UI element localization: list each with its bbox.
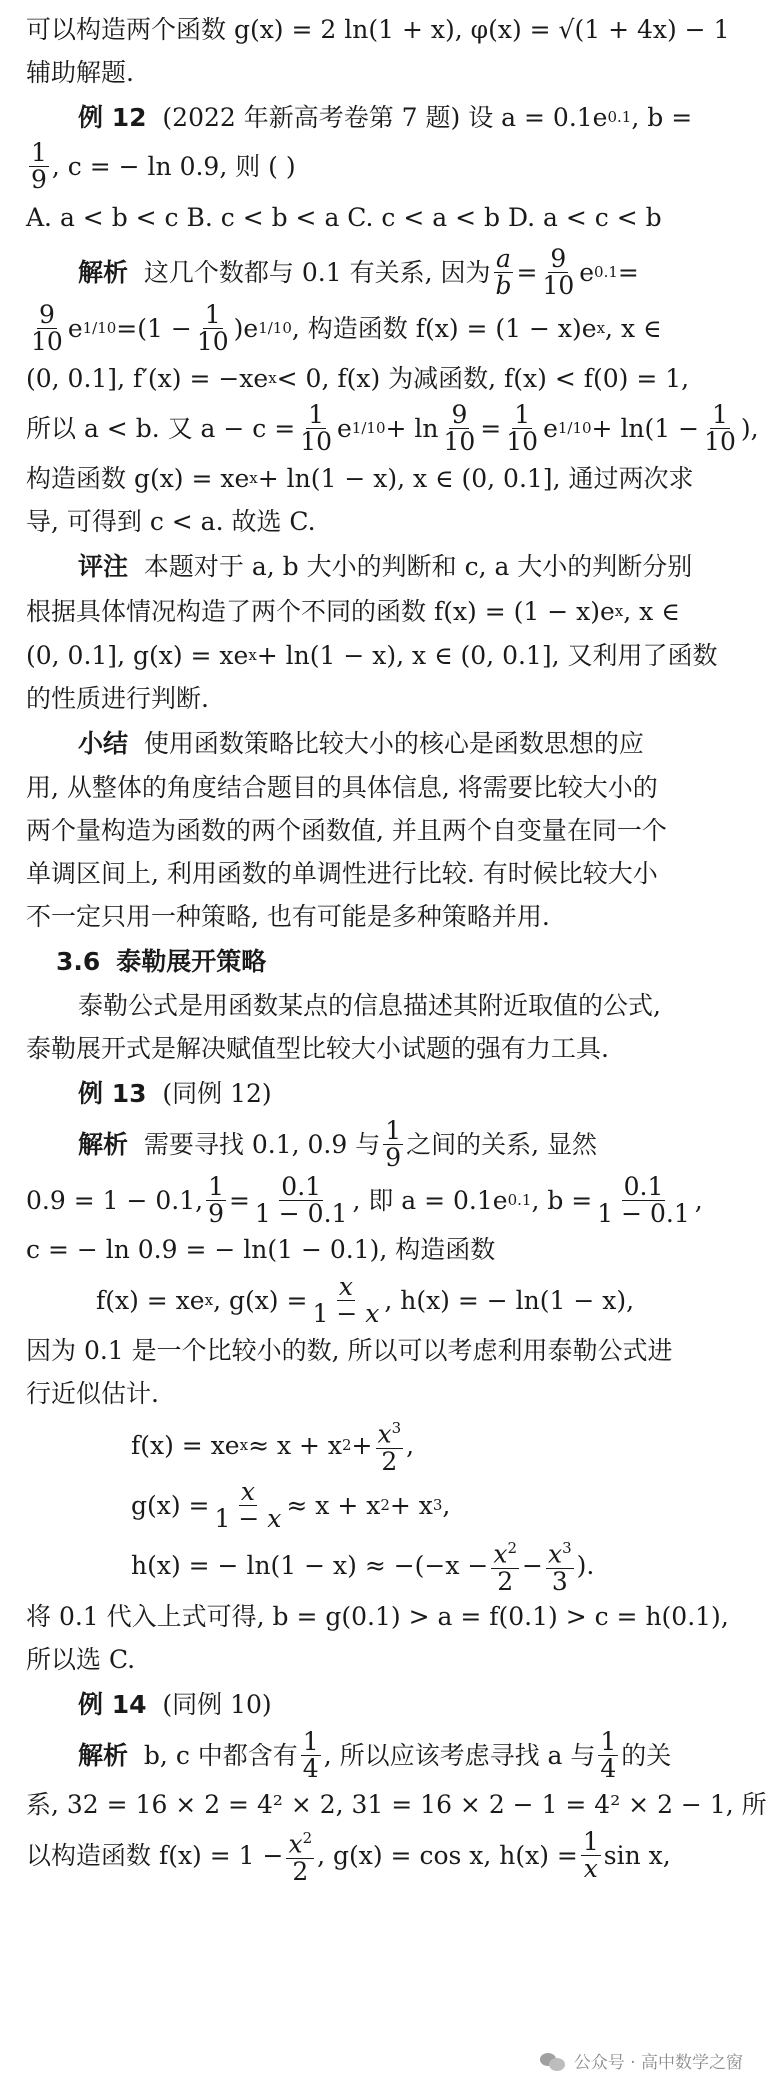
taylor-equation-g: g(x) = $\frac{x}{1 - x}$ ≈ x + x 2 + x 3 , [131,1476,451,1533]
text-line: 可以构造两个函数 g(x) = 2 ln(1 + x), φ(x) = √(1 + 4x) − 1 [26,15,730,44]
example-label: 例 12 [78,102,147,132]
section-heading: 3.6 泰勒展开策略 [56,946,267,976]
example-13-header: 例 13 (同例 12) [78,1078,272,1108]
answer-options: A. a < b < c B. c < b < a C. c < a < b D. a < c < b [26,203,662,232]
wechat-icon [540,2051,566,2071]
summary-line: 不一定只用一种策略, 也有可能是多种策略并用. [26,902,550,931]
note-line3: (0, 0.1], g(x) = xe x + ln(1 − x), x ∈ (0, 0.1], 又利用了函数 [26,640,718,670]
taylor-equation-h: h(x) = − ln(1 − x) ≈ −(−x − $\frac{x^2}{2}$ − $\frac{x^3}{3}$ ). [26,1535,748,1595]
solution-14-line3: 以构造函数 f(x) = 1 − $\frac{x^2}{2}$ , g(x) = cos x, h(x) = $\frac{1}{x}$ sin x, [26,1826,671,1886]
display-equation: f(x) = xe x , g(x) = $\frac{x}{1 - x}$ , h(x) = − ln(1 − x), [96,1271,635,1328]
taylor-equation-f: f(x) = xe x ≈ x + x 2 + $\frac{x^3}{2}$ , [26,1415,748,1475]
solution-12-line5: 构造函数 g(x) = xe x + ln(1 − x), x ∈ (0, 0.1], 通过两次求 [26,463,694,493]
summary-line: 单调区间上, 利用函数的单调性进行比较. 有时候比较大小 [26,859,658,888]
summary-line1: 小结 使用函数策略比较大小的核心是函数思想的应 [26,720,748,766]
text-line: 系, 32 = 16 × 2 = 4² × 2, 31 = 16 × 2 − 1 = 4² × 2 − 1, 所 [26,1790,767,1819]
text-line: 行近似估计. [26,1379,159,1408]
example-12-cont: $\frac{1}{9}$ , c = − ln 0.9, 则 ( ) [31,137,296,194]
text-line: 因为 0.1 是一个比较小的数, 所以可以考虑利用泰勒公式进 [26,1336,673,1365]
solution-13-line2: 0.9 = 1 − 0.1, $\frac{1}{9}$ = $\frac{0.1}{1 - 0.1}$ , 即 a = 0.1e 0.1 , b = $\frac{0.1}{1 - 0.1}$ , [26,1171,703,1228]
text-line: 泰勒公式是用函数某点的信息描述其附近取值的公式, [78,991,661,1020]
note-line4: 的性质进行判断. [26,684,209,713]
solution-12-line1: 解析 这几个数都与 0.1 有关系, 因为 $\frac{a}{b}$ = $\frac{9}{10}$ e 0.1 = [78,243,639,300]
text-line: 将 0.1 代入上式可得, b = g(0.1) > a = f(0.1) > c = h(0.1), [26,1602,729,1631]
summary-label: 小结 [78,728,129,758]
summary-line: 两个量构造为函数的两个函数值, 并且两个自变量在同一个 [26,816,667,845]
note-line1: 评注 本题对于 a, b 大小的判断和 c, a 大小的判断分别 [26,543,748,589]
text-line: 辅助解题. [26,58,134,87]
document-page [26,8,767,1886]
footer-text: 公众号 · 高中数学之窗 [573,2053,743,2073]
note-label: 评注 [78,551,129,581]
text-line: 泰勒展开式是解决赋值型比较大小试题的强有力工具. [26,1034,609,1063]
note-line2: 根据具体情况构造了两个不同的函数 f(x) = (1 − x)e x , x ∈ [26,596,680,626]
solution-13-line1: 解析 需要寻找 0.1, 0.9 与 $\frac{1}{9}$ 之间的关系, 显然 [78,1115,598,1172]
solution-12-line3: (0, 0.1], f′(x) = −xe x < 0, f(x) 为减函数, f(x) < f(0) = 1, [26,363,690,393]
solution-12-line4: 所以 a < b. 又 a − c = $\frac{1}{10}$ e 1/10 + ln $\frac{9}{10}$ = $\frac{1}{10}$ e 1/10 + ln(1 − $\frac{1}{10}$ ), [26,399,759,456]
solution-12-line2: $\frac{9}{10}$ e 1/10 = (1 − $\frac{1}{10}$ )e 1/10 , 构造函数 f(x) = (1 − x)e x , x ∈ [31,299,662,356]
fraction: $\frac{1}{9}$ [31,137,47,194]
solution-12-line6: 导, 可得到 c < a. 故选 C. [26,507,316,536]
footer-watermark [540,2048,743,2073]
solution-14-line1: 解析 b, c 中都含有 $\frac{1}{4}$ , 所以应该考虑寻找 a 与 $\frac{1}{4}$ 的关 [78,1726,672,1783]
solution-label: 解析 [78,257,129,287]
summary-line: 用, 从整体的角度结合题目的具体信息, 将需要比较大小的 [26,773,658,802]
text-line: 所以选 C. [26,1645,136,1674]
example-14-header: 例 14 (同例 10) [78,1689,272,1719]
text-line: c = − ln 0.9 = − ln(1 − 0.1), 构造函数 [26,1235,496,1264]
example-12-header: 例 12 (2022 年新高考卷第 7 题) 设 a = 0.1e 0.1 , b = [26,94,748,140]
